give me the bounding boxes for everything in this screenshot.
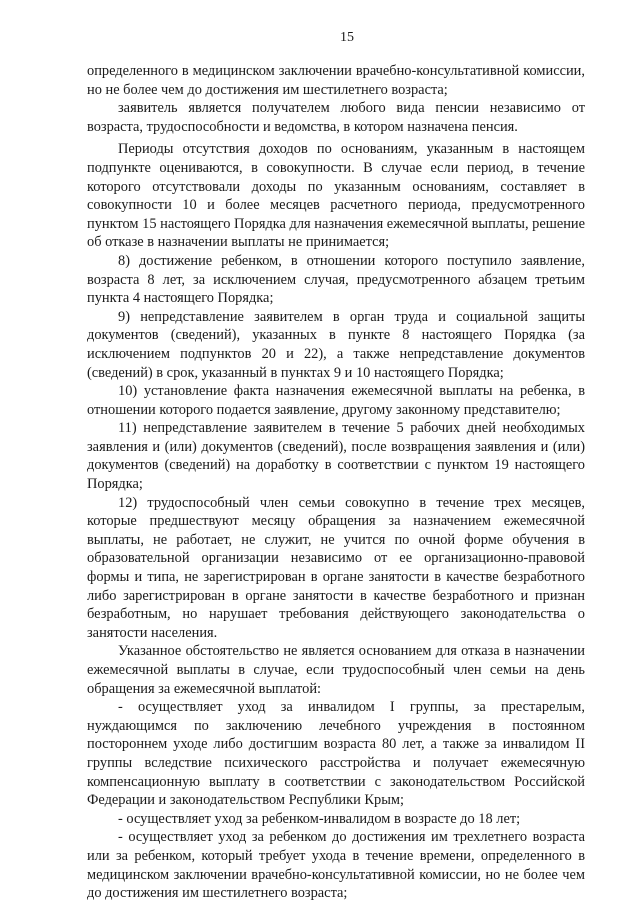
page-number: 15 [340,30,354,45]
paragraph: - осуществляет уход за инвалидом I группы, за престарелым, нуждающимся по заключению лечебного учреждения в постоянном постороннем уходе либо достигшим возраста 80 лет, а также за инвалидом II группы вследствие психического расстройства и получает ежемесячную компенсационную выплату в соответствии с законодательством Российской Федерации и законодательством Республики Крым; [87,699,585,809]
paragraph: определенного в медицинском заключении врачебно-консультативной комиссии, но не более чем до достижения им шестилетнего возраста; [87,63,585,98]
paragraph: Указанное обстоятельство не является основанием для отказа в назначении ежемесячной выплаты в случае, если трудоспособный член семьи на день обращения за ежемесячной выплатой: [87,643,585,697]
paragraph: - осуществляет уход за ребенком до достижения им трехлетнего возраста или за ребенком, который требует ухода в течение времени, определенного в медицинском заключении врачебно-консультативной комиссии, но не более чем до достижения им шестилетнего возраста; [87,829,585,902]
paragraph: - осуществляет уход за ребенком-инвалидом в возрасте до 18 лет; [118,810,521,827]
paragraph: 8) достижение ребенком, в отношении которого поступило заявление, возраста 8 лет, за исключением случая, предусмотренного абзацем третьим пункта 4 настоящего Порядка; [87,252,585,307]
paragraph: Периоды отсутствия доходов по основаниям, указанным в настоящем подпункте оцениваются, в совокупности. В случае если период, в течение которого отсутствовали доходы по указанным основаниям, составляет в совокупности 10 и более месяцев расчетного периода, предусмотренного пунктом 15 настоящего Порядка для назначения ежемесячной выплаты, решение об отказе в назначении выплаты не принимается; [87,141,585,251]
paragraph: 10) установление факта назначения ежемесячной выплаты на ребенка, в отношении которого подается заявление, другому законному представителю; [87,383,585,418]
document-body [87,62,585,903]
paragraph: 12) трудоспособный член семьи совокупно в течение трех месяцев, которые предшествуют месяцу обращения за назначением ежемесячной выплаты, не работает, не служит, не учится по очной форме обучения в образовательной организации независимо от ее организационно-правовой формы и типа, не зарегистрирован в органе занятости в качестве безработного либо зарегистрирован в органе занятости в качестве безработного и признан безработным, но нарушает требования действующего законодательства о занятости населения. [87,494,585,641]
paragraph: 9) непредставление заявителем в орган труда и социальной защиты документов (сведений), указанных в пункте 8 настоящего Порядка (за исключением подпунктов 20 и 22), а также непредставление документов (сведений) в срок, указанный в пунктах 9 и 10 настоящего Порядка; [87,308,585,381]
paragraph: 11) непредставление заявителем в течение 5 рабочих дней необходимых заявления и (или) документов (сведений), после возвращения заявления и (или) документов (сведений) на доработку в соответствии с пунктом 19 настоящего Порядка; [87,420,585,493]
paragraph: заявитель является получателем любого вида пенсии независимо от возраста, трудоспособности и ведомства, в котором назначена пенсия. [87,100,585,135]
